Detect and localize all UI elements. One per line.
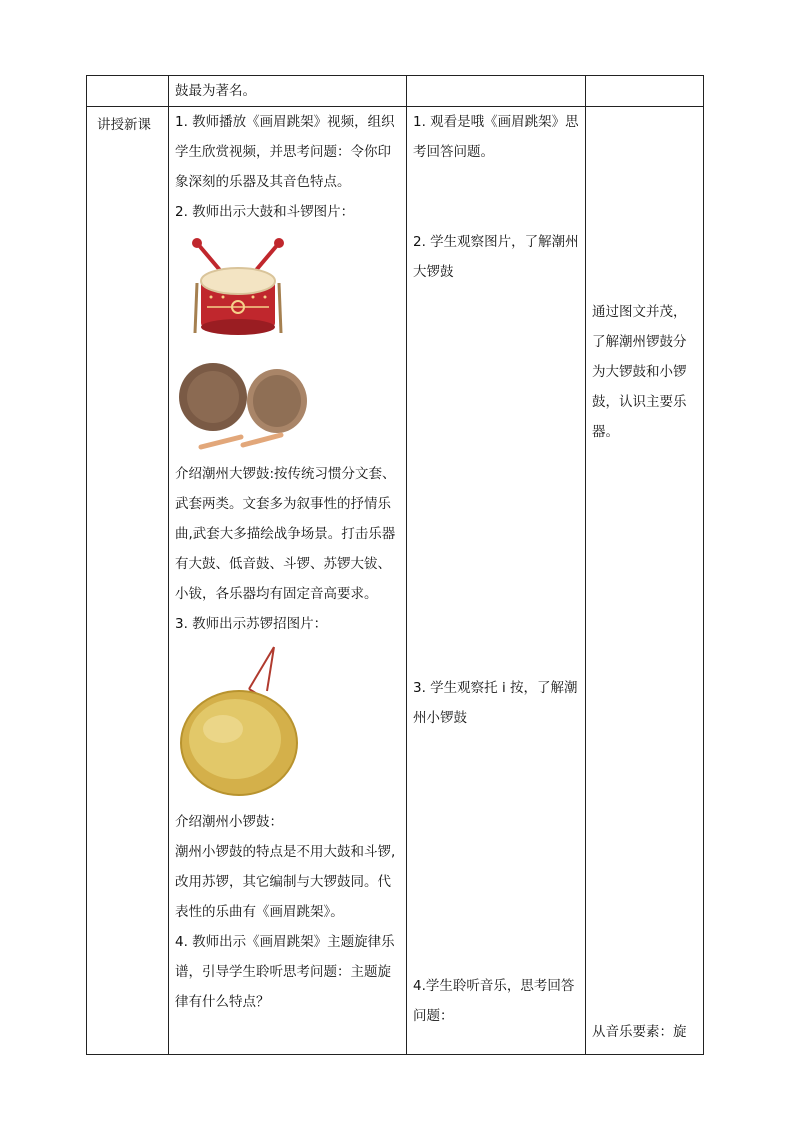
teacher-step-1: 1. 教师播放《画眉跳架》视频，组织学生欣赏视频，并思考问题：令你印象深刻的乐器及其音色特点。 (175, 114, 395, 190)
table-row (87, 76, 704, 107)
student-activity-cell (407, 107, 586, 1055)
intro-small-gong-drum: 潮州小锣鼓的特点是不用大鼓和斗锣,改用苏锣，其它编制与大锣鼓同。代表性的乐曲有《画眉跳架》。 (175, 844, 396, 920)
lesson-plan-table (86, 75, 704, 1055)
student-step-2: 2. 学生观察图片，了解潮州大锣鼓 (413, 234, 579, 280)
su-gong-image (179, 643, 299, 803)
gong-pair-image (177, 357, 307, 453)
intro-big-gong-drum: 介绍潮州大锣鼓:按传统习惯分文套、武套两类。文套多为叙事性的抒情乐曲,武套大多描绘战争场景。打击乐器有大鼓、低音鼓、斗锣、苏锣大钹、小钹，各乐器均有固定音高要求。 (175, 466, 396, 602)
intro-small-gong-title: 介绍潮州小锣鼓： (175, 814, 283, 830)
section-label-cell (87, 107, 169, 1055)
student-step-1: 1. 观看是哦《画眉跳架》思考回答问题。 (413, 114, 579, 160)
section-label: 讲授新课 (97, 117, 151, 133)
table-row (87, 107, 704, 1055)
teacher-step-4: 4. 教师出示《画眉跳架》主题旋律乐谱，引导学生聆听思考问题：主题旋律有什么特点？ (175, 934, 395, 1010)
table-cell (407, 76, 586, 107)
student-step-3: 3. 学生观察托 i 按，了解潮州小锣鼓 (413, 680, 578, 726)
drum-image (183, 233, 293, 343)
teacher-step-2: 2. 教师出示大鼓和斗锣图片： (175, 204, 355, 220)
design-intent-2: 从音乐要素：旋 (592, 1024, 687, 1040)
table-cell (586, 76, 704, 107)
design-intent-cell (586, 107, 704, 1055)
table-cell (169, 76, 407, 107)
table-cell (87, 76, 169, 107)
design-intent-1: 通过图文并茂，了解潮州锣鼓分为大锣鼓和小锣鼓，认识主要乐器。 (592, 304, 687, 440)
teacher-step-3: 3. 教师出示苏锣招图片： (175, 616, 328, 632)
continued-text: 鼓最为著名。 (175, 83, 256, 99)
student-step-4: 4.学生聆听音乐，思考回答问题： (413, 978, 575, 1024)
teacher-activity-cell (169, 107, 407, 1055)
